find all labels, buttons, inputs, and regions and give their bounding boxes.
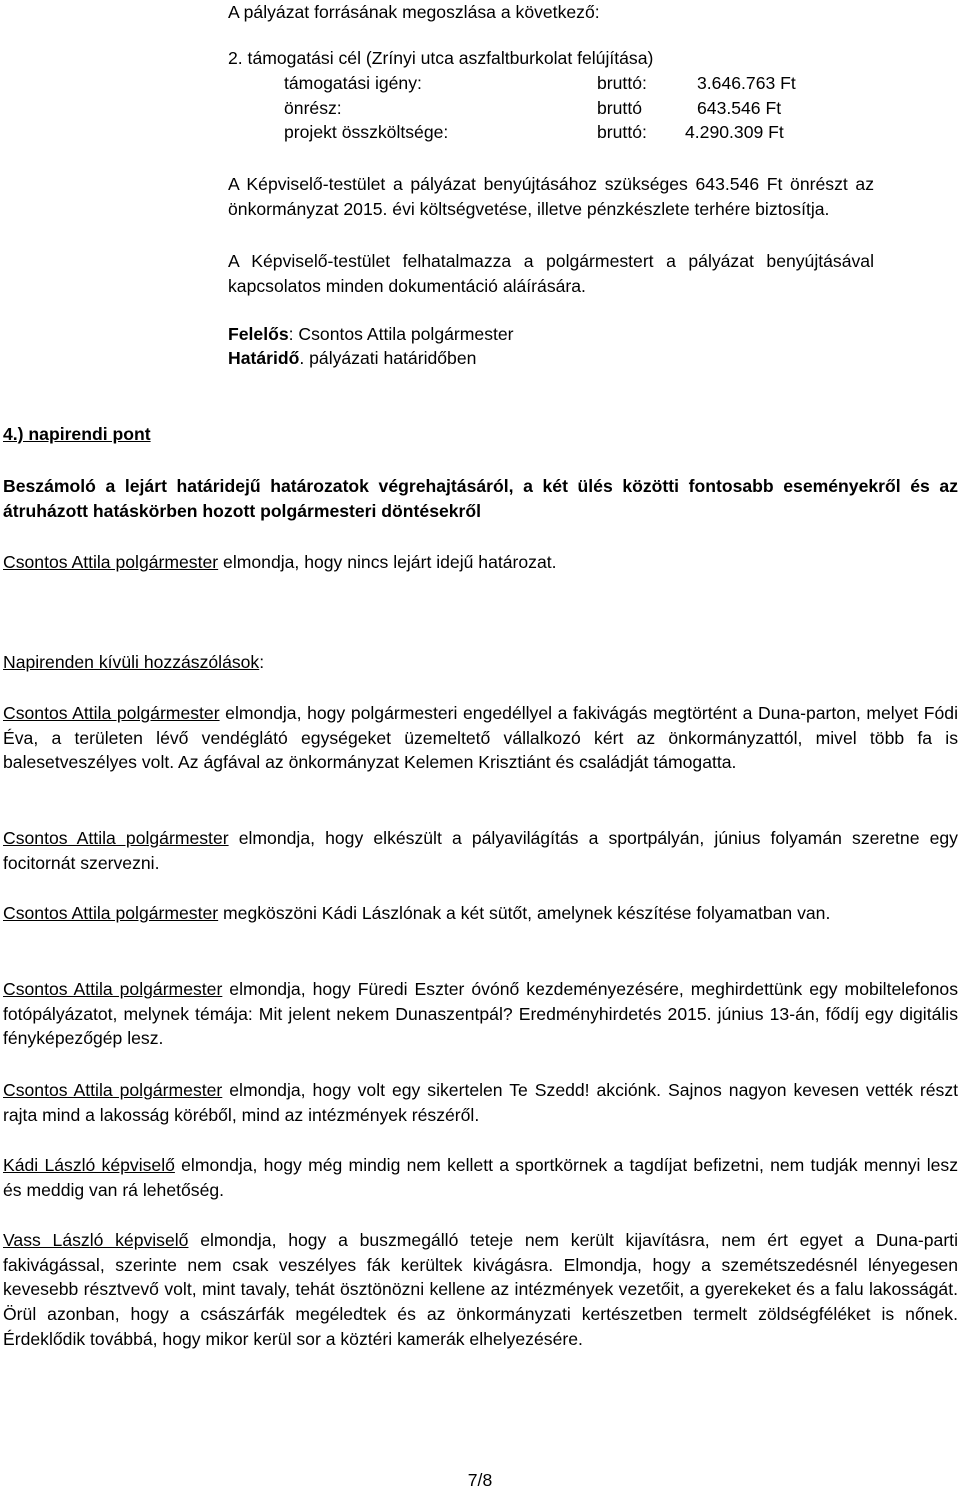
budget-label: projekt összköltsége:	[284, 122, 449, 143]
speaker-name: Csontos Attila polgármester	[3, 1080, 223, 1100]
agenda-title: Beszámoló a lejárt határidejű határozatok végrehajtásáról, a két ülés közötti fontosabb eseményekről és az átruházott hatáskörben hozott polgármesteri döntésekről	[3, 476, 958, 521]
responsible-label: Felelős	[228, 324, 289, 344]
speaker-name: Csontos Attila polgármester	[3, 828, 229, 848]
statement-text: elmondja, hogy nincs lejárt idejű határozat.	[218, 552, 557, 572]
page-number: 7/8	[467, 1470, 493, 1490]
comment-paragraph	[3, 826, 958, 875]
comment-paragraph	[3, 1078, 958, 1127]
comment-text: megköszöni Kádi Lászlónak a két sütőt, amelynek készítése folyamatban van.	[218, 903, 831, 923]
comment-paragraph	[3, 901, 958, 926]
responsible-line	[228, 322, 874, 347]
comment-paragraph	[3, 1153, 958, 1202]
speaker-name: Csontos Attila polgármester	[3, 552, 219, 572]
speaker-name: Csontos Attila polgármester	[3, 903, 219, 923]
comment-text: elmondja, hogy a buszmegálló teteje nem került kijavításra, nem ért egyet a Duna-parti fakivágással, szerinte nem csak veszélyes fák kerültek kivágásra. Elmondja, hogy a szemétszedésnél lényegesen kevesebb résztvevő volt, mint tavaly, tehát ösztönözni kellene az intézmények vezetőit, a gyerekeket és a falu lakosságát. Örül azonban, hogy a császárfák megéledtek és az önkormányzati kertészetben termelt zöldségféléket is nőnek. Érdeklődik továbbá, hogy mikor kerül sor a köztéri kamerák elhelyezésére.	[3, 1230, 958, 1349]
comment-text: elmondja, hogy polgármesteri engedéllyel a fakivágás megtörtént a Duna-parton, melyet Fódi Éva, a területen lévő vendéglátó egységeket üzemeltető vállalkozó kért az önkormányzattól, mivel több fa is balesetveszélyes volt. Az ágfával az önkormányzat Kelemen Krisztiánt és családját támogatta.	[3, 703, 959, 773]
deadline-line	[228, 346, 874, 371]
comment-text: elmondja, hogy Füredi Eszter óvónő kezdeményezésére, meghirdettünk egy mobiltelefonos fotópályázatot, melynek témája: Mit jelent nekem Dunaszentpál? Eredményhirdetés 2015. június 13-án, fődíj egy digitális fényképezőgép lesz.	[3, 979, 958, 1049]
deadline-value: . pályázati határidőben	[299, 348, 477, 368]
budget-table	[284, 71, 844, 145]
resolution-paragraph: A Képviselő-testület a pályázat benyújtásához szükséges 643.546 Ft önrészt az önkormányzat 2015. évi költségvetése, illetve pénzkészlete terhére biztosítja.	[228, 174, 874, 219]
comment-text: elmondja, hogy elkészült a pályavilágítás a sportpályán, június folyamán szeretne egy focitornát szervezni.	[3, 828, 958, 873]
speaker-name: Kádi László képviselő	[3, 1155, 175, 1175]
report-statement	[3, 550, 958, 575]
comment-text: elmondja, hogy volt egy sikertelen Te Szedd! akciónk. Sajnos nagyon kevesen vették részt rajta mind a lakosság köréből, mind az intézmények részéről.	[3, 1080, 959, 1125]
budget-prefix: bruttó:	[597, 122, 647, 143]
budget-label: önrész:	[284, 97, 342, 118]
comment-text: elmondja, hogy még mindig nem kellett a sportkörnek a tagdíjat befizetni, nem tudják mennyi lesz és meddig van rá lehetőség.	[3, 1155, 958, 1200]
deadline-label: Határidő	[228, 348, 300, 368]
speaker-name: Csontos Attila polgármester	[3, 979, 223, 999]
comment-paragraph	[3, 977, 958, 1051]
budget-row	[284, 71, 844, 96]
speaker-name: Vass László képviselő	[3, 1230, 189, 1250]
agenda-point-heading: 4.) napirendi pont	[3, 424, 151, 444]
target-heading: 2. támogatási cél (Zrínyi utca aszfaltburkolat felújítása)	[228, 48, 654, 68]
budget-prefix: bruttó:	[597, 73, 647, 93]
comment-paragraph	[3, 701, 958, 775]
comment-paragraph	[3, 1228, 958, 1352]
budget-label: támogatási igény:	[284, 73, 422, 93]
budget-amount: 3.646.763 Ft	[697, 73, 796, 93]
budget-row	[284, 120, 844, 145]
budget-prefix: bruttó	[597, 97, 642, 118]
resolution-paragraph: A Képviselő-testület felhatalmazza a polgármestert a pályázat benyújtásával kapcsolatos minden dokumentáció aláírására.	[228, 251, 874, 296]
allocation-intro: A pályázat forrásának megoszlása a következő:	[228, 2, 600, 22]
budget-amount: 643.546 Ft	[697, 97, 782, 118]
responsible-value: : Csontos Attila polgármester	[288, 324, 514, 344]
budget-amount: 4.290.309 Ft	[685, 122, 784, 143]
budget-row	[284, 96, 844, 121]
non-agenda-colon: :	[259, 652, 265, 672]
non-agenda-heading	[3, 650, 958, 675]
non-agenda-title: Napirenden kívüli hozzászólások	[3, 652, 260, 672]
speaker-name: Csontos Attila polgármester	[3, 703, 220, 723]
